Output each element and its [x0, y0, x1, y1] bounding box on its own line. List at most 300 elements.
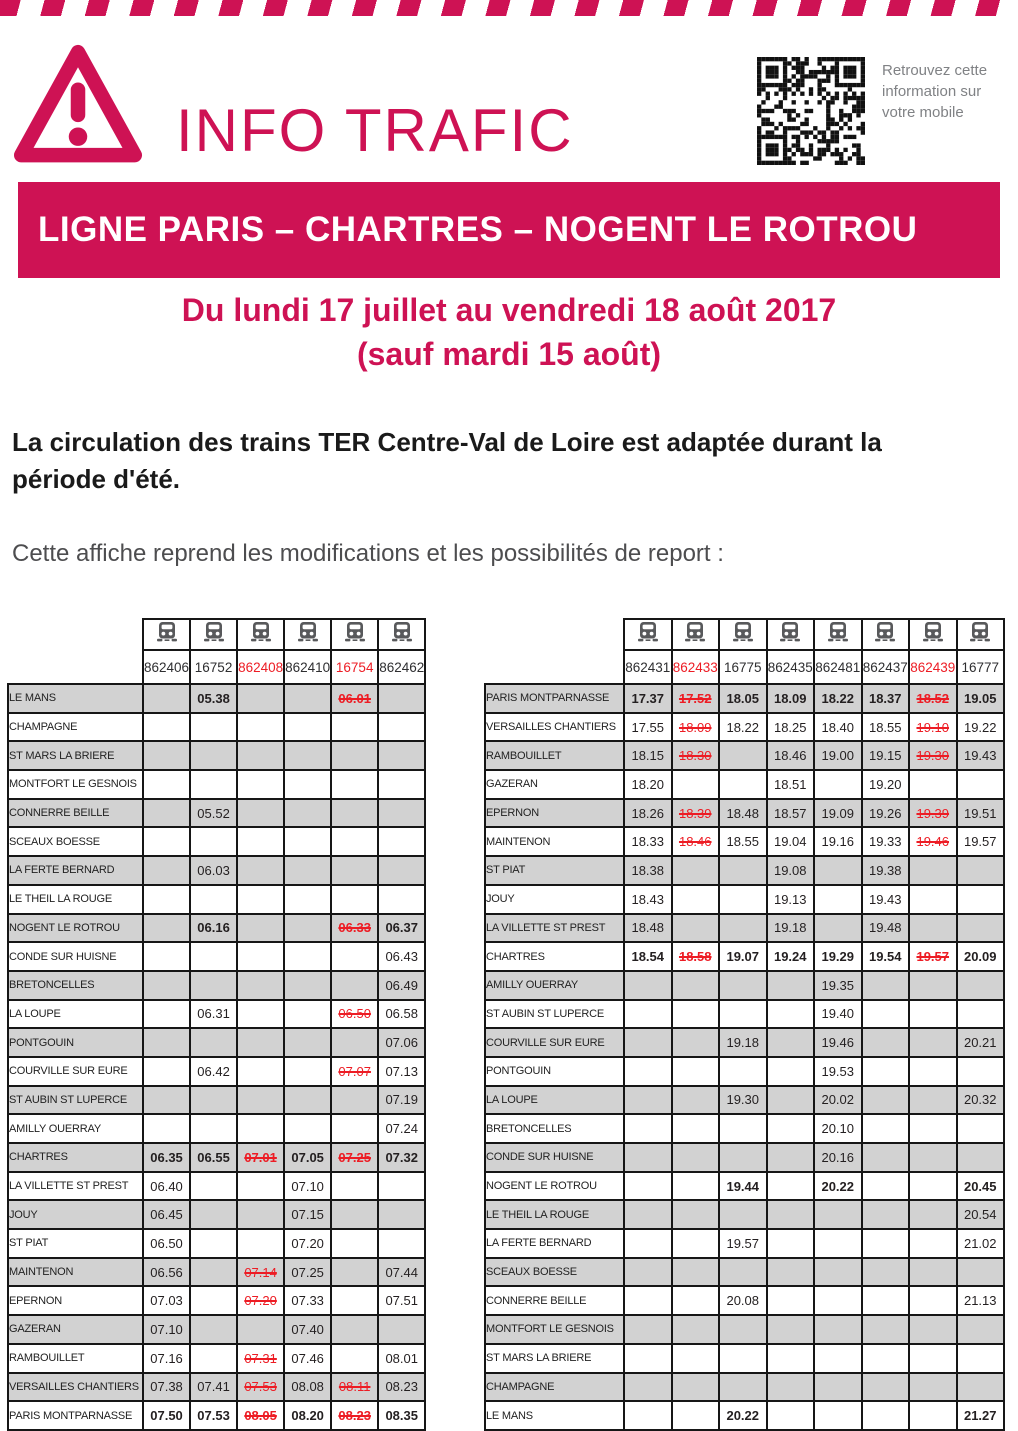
table-row — [485, 684, 1004, 713]
time-cell — [719, 1258, 767, 1287]
time-cell — [767, 1028, 815, 1057]
station-cell: PARIS MONTPARNASSE — [8, 1401, 143, 1430]
time-cell: 19.43 — [957, 741, 1005, 770]
time-cell: 19.30 — [909, 741, 957, 770]
time-cell — [672, 770, 720, 799]
time-cell: 06.31 — [190, 1000, 237, 1029]
station-cell: PONTGOUIN — [485, 1057, 624, 1086]
train-icon-cell — [957, 619, 1005, 650]
station-cell: EPERNON — [485, 799, 624, 828]
time-cell — [190, 1086, 237, 1115]
train-front-icon — [636, 621, 660, 643]
time-cell — [378, 1200, 425, 1229]
table-row — [485, 1114, 1004, 1143]
time-cell: 18.40 — [814, 713, 862, 742]
time-cell: 19.15 — [862, 741, 910, 770]
time-cell — [957, 971, 1005, 1000]
station-cell: LE MANS — [8, 684, 143, 713]
train-number-cell: 862433 — [672, 650, 720, 684]
time-cell — [719, 885, 767, 914]
time-cell: 06.56 — [143, 1258, 190, 1287]
time-cell — [957, 1344, 1005, 1373]
time-cell: 19.48 — [862, 914, 910, 943]
time-cell: 19.04 — [767, 827, 815, 856]
table-row — [485, 1229, 1004, 1258]
time-cell: 19.46 — [909, 827, 957, 856]
time-cell: 17.37 — [624, 684, 672, 713]
station-cell: JOUY — [485, 885, 624, 914]
train-front-icon — [390, 621, 414, 643]
time-cell — [190, 1315, 237, 1344]
station-cell: CHARTRES — [8, 1143, 143, 1172]
time-cell: 19.54 — [862, 942, 910, 971]
time-cell: 07.32 — [378, 1143, 425, 1172]
time-cell: 08.35 — [378, 1401, 425, 1430]
header-spacer — [485, 650, 624, 684]
time-cell — [284, 1057, 331, 1086]
time-cell — [957, 914, 1005, 943]
time-cell: 05.38 — [190, 684, 237, 713]
time-cell — [237, 741, 284, 770]
time-cell: 21.27 — [957, 1401, 1005, 1430]
time-cell — [814, 914, 862, 943]
intro-paragraph: La circulation des trains TER Centre-Val de Loire est adaptée durant la période d'été. — [12, 427, 882, 494]
table-row — [485, 1057, 1004, 1086]
time-cell — [143, 1114, 190, 1143]
time-cell: 06.01 — [331, 684, 378, 713]
train-icon-cell — [767, 619, 815, 650]
train-icon-cell — [331, 619, 378, 650]
station-cell: ST PIAT — [485, 856, 624, 885]
station-cell: CHAMPAGNE — [8, 713, 143, 742]
station-cell: LE MANS — [485, 1401, 624, 1430]
time-cell — [284, 971, 331, 1000]
train-front-icon — [249, 621, 273, 643]
time-cell — [767, 1286, 815, 1315]
time-cell: 07.53 — [237, 1373, 284, 1402]
time-cell — [672, 1344, 720, 1373]
time-cell: 19.33 — [862, 827, 910, 856]
time-cell: 19.26 — [862, 799, 910, 828]
table-row — [8, 1200, 425, 1229]
table-row — [485, 1172, 1004, 1201]
station-cell: SCEAUX BOESSE — [485, 1258, 624, 1287]
table-row — [485, 1315, 1004, 1344]
station-cell: RAMBOUILLET — [8, 1344, 143, 1373]
time-cell: 07.31 — [237, 1344, 284, 1373]
station-cell: LE THEIL LA ROUGE — [485, 1200, 624, 1229]
time-cell — [143, 741, 190, 770]
station-cell: COURVILLE SUR EURE — [8, 1057, 143, 1086]
time-cell — [331, 1315, 378, 1344]
time-cell — [719, 914, 767, 943]
time-cell: 06.40 — [143, 1172, 190, 1201]
time-cell — [909, 770, 957, 799]
time-cell — [143, 1000, 190, 1029]
station-cell: ST MARS LA BRIERE — [8, 741, 143, 770]
train-front-icon — [731, 621, 755, 643]
time-cell: 18.55 — [862, 713, 910, 742]
train-front-icon — [968, 621, 992, 643]
time-cell: 08.11 — [331, 1373, 378, 1402]
table-row — [8, 1114, 425, 1143]
warning-triangle-icon — [12, 40, 144, 170]
timetable-toward-paris — [7, 618, 426, 1431]
time-cell — [331, 1200, 378, 1229]
time-cell: 19.53 — [814, 1057, 862, 1086]
validity-dates-line2: (sauf mardi 15 août) — [356, 336, 662, 372]
time-cell — [719, 1000, 767, 1029]
time-cell — [378, 827, 425, 856]
time-cell — [378, 1229, 425, 1258]
station-cell: LE THEIL LA ROUGE — [8, 885, 143, 914]
time-cell — [624, 1000, 672, 1029]
time-cell — [143, 914, 190, 943]
time-cell — [624, 1373, 672, 1402]
station-cell: PARIS MONTPARNASSE — [485, 684, 624, 713]
time-cell: 20.02 — [814, 1086, 862, 1115]
time-cell: 06.55 — [190, 1143, 237, 1172]
time-cell — [719, 1057, 767, 1086]
time-cell — [909, 1286, 957, 1315]
table-row — [8, 684, 425, 713]
time-cell: 06.50 — [143, 1229, 190, 1258]
table-row — [8, 1315, 425, 1344]
time-cell — [909, 1200, 957, 1229]
table-row — [485, 713, 1004, 742]
time-cell — [190, 741, 237, 770]
time-cell — [862, 1086, 910, 1115]
time-cell — [814, 885, 862, 914]
time-cell: 18.26 — [624, 799, 672, 828]
time-cell: 18.30 — [672, 741, 720, 770]
table-row — [485, 741, 1004, 770]
time-cell — [331, 1086, 378, 1115]
time-cell — [624, 1057, 672, 1086]
time-cell — [190, 827, 237, 856]
time-cell — [814, 1315, 862, 1344]
time-cell — [190, 1344, 237, 1373]
station-cell: CONNERRE BEILLE — [485, 1286, 624, 1315]
time-cell — [331, 1344, 378, 1373]
time-cell — [378, 741, 425, 770]
time-cell — [862, 1373, 910, 1402]
table-row — [485, 1143, 1004, 1172]
time-cell: 20.16 — [814, 1143, 862, 1172]
train-icon-cell — [719, 619, 767, 650]
time-cell: 18.48 — [719, 799, 767, 828]
time-cell — [284, 741, 331, 770]
time-cell — [672, 1028, 720, 1057]
table-row — [485, 942, 1004, 971]
time-cell — [284, 856, 331, 885]
station-cell: CONDE SUR HUISNE — [485, 1143, 624, 1172]
time-cell: 19.18 — [767, 914, 815, 943]
time-cell — [767, 1229, 815, 1258]
time-cell — [284, 1086, 331, 1115]
time-cell: 06.45 — [143, 1200, 190, 1229]
table-row — [485, 1344, 1004, 1373]
time-cell — [767, 1114, 815, 1143]
time-cell: 18.48 — [624, 914, 672, 943]
time-cell: 18.51 — [767, 770, 815, 799]
time-cell — [190, 942, 237, 971]
time-cell — [190, 1200, 237, 1229]
time-cell — [624, 1344, 672, 1373]
time-cell — [190, 1114, 237, 1143]
time-cell: 07.13 — [378, 1057, 425, 1086]
table-row — [485, 1373, 1004, 1402]
time-cell — [284, 885, 331, 914]
train-number-cell: 862408 — [237, 650, 284, 684]
time-cell — [143, 684, 190, 713]
time-cell — [862, 971, 910, 1000]
time-cell: 18.33 — [624, 827, 672, 856]
time-cell: 18.46 — [767, 741, 815, 770]
time-cell: 18.25 — [767, 713, 815, 742]
time-cell — [237, 1229, 284, 1258]
time-cell: 18.22 — [719, 713, 767, 742]
table-row — [8, 1401, 425, 1430]
train-icon-cell — [378, 619, 425, 650]
time-cell — [284, 942, 331, 971]
train-front-icon — [921, 621, 945, 643]
time-cell — [331, 885, 378, 914]
time-cell — [624, 1086, 672, 1115]
time-cell — [767, 1172, 815, 1201]
time-cell: 06.35 — [143, 1143, 190, 1172]
time-cell — [284, 1028, 331, 1057]
time-cell: 19.16 — [814, 827, 862, 856]
time-cell — [190, 770, 237, 799]
time-cell — [237, 1000, 284, 1029]
station-cell: LA LOUPE — [485, 1086, 624, 1115]
train-number-cell: 862431 — [624, 650, 672, 684]
time-cell — [862, 1229, 910, 1258]
timetable-from-paris — [484, 618, 1005, 1431]
time-cell: 07.20 — [237, 1286, 284, 1315]
table-row — [8, 1286, 425, 1315]
time-cell: 20.54 — [957, 1200, 1005, 1229]
time-cell: 19.09 — [814, 799, 862, 828]
train-icon-cell — [190, 619, 237, 650]
line-banner-title: LIGNE PARIS – CHARTRES – NOGENT LE ROTROU — [38, 210, 918, 249]
station-cell: MONTFORT LE GESNOIS — [485, 1315, 624, 1344]
station-cell: CHARTRES — [485, 942, 624, 971]
time-cell — [378, 713, 425, 742]
table-row — [8, 799, 425, 828]
table-row — [8, 885, 425, 914]
time-cell — [237, 971, 284, 1000]
table-row — [485, 1258, 1004, 1287]
time-cell — [814, 1258, 862, 1287]
time-cell — [862, 1401, 910, 1430]
time-cell — [672, 1000, 720, 1029]
time-cell — [237, 914, 284, 943]
time-cell: 18.09 — [672, 713, 720, 742]
time-cell — [143, 856, 190, 885]
time-cell — [719, 1344, 767, 1373]
train-icon-cell — [143, 619, 190, 650]
time-cell: 21.02 — [957, 1229, 1005, 1258]
time-cell: 19.38 — [862, 856, 910, 885]
station-cell: LA FERTE BERNARD — [485, 1229, 624, 1258]
train-front-icon — [296, 621, 320, 643]
time-cell — [143, 942, 190, 971]
time-cell — [331, 770, 378, 799]
time-cell — [767, 1373, 815, 1402]
time-cell — [957, 1258, 1005, 1287]
time-cell — [767, 1143, 815, 1172]
train-front-icon — [826, 621, 850, 643]
time-cell — [672, 1373, 720, 1402]
time-cell — [719, 1200, 767, 1229]
time-cell — [284, 1000, 331, 1029]
time-cell — [957, 1114, 1005, 1143]
time-cell — [672, 1315, 720, 1344]
time-cell: 19.24 — [767, 942, 815, 971]
time-cell — [909, 914, 957, 943]
time-cell — [909, 1028, 957, 1057]
time-cell: 08.20 — [284, 1401, 331, 1430]
table-row — [485, 971, 1004, 1000]
time-cell — [237, 713, 284, 742]
time-cell — [190, 1172, 237, 1201]
station-cell: BRETONCELLES — [8, 971, 143, 1000]
table-row — [8, 942, 425, 971]
station-cell: ST MARS LA BRIERE — [485, 1344, 624, 1373]
time-cell — [624, 1172, 672, 1201]
time-cell: 07.25 — [284, 1258, 331, 1287]
time-cell — [237, 770, 284, 799]
table-row — [8, 1344, 425, 1373]
time-cell — [143, 799, 190, 828]
train-icon-cell — [909, 619, 957, 650]
time-cell — [767, 1000, 815, 1029]
time-cell — [862, 1172, 910, 1201]
time-cell — [719, 1373, 767, 1402]
station-cell: CONNERRE BEILLE — [8, 799, 143, 828]
time-cell — [190, 1229, 237, 1258]
time-cell — [143, 885, 190, 914]
station-cell: SCEAUX BOESSE — [8, 827, 143, 856]
station-cell: EPERNON — [8, 1286, 143, 1315]
time-cell: 07.41 — [190, 1373, 237, 1402]
train-number-cell: 16777 — [957, 650, 1005, 684]
header-spacer — [485, 619, 624, 650]
train-number-cell: 862406 — [143, 650, 190, 684]
time-cell — [719, 971, 767, 1000]
time-cell — [331, 971, 378, 1000]
time-cell — [190, 1258, 237, 1287]
time-cell — [672, 1229, 720, 1258]
time-cell — [719, 1143, 767, 1172]
time-cell — [909, 1057, 957, 1086]
train-number-cell: 16752 — [190, 650, 237, 684]
time-cell — [909, 856, 957, 885]
time-cell — [672, 856, 720, 885]
time-cell: 19.22 — [957, 713, 1005, 742]
table-row — [485, 1086, 1004, 1115]
time-cell — [767, 1344, 815, 1373]
station-cell: CHAMPAGNE — [485, 1373, 624, 1402]
station-cell: VERSAILLES CHANTIERS — [485, 713, 624, 742]
time-cell — [237, 1200, 284, 1229]
time-cell — [237, 1114, 284, 1143]
table-row — [8, 1373, 425, 1402]
station-cell: LA VILLETTE ST PREST — [8, 1172, 143, 1201]
time-cell — [143, 1086, 190, 1115]
time-cell — [909, 1172, 957, 1201]
train-front-icon — [155, 621, 179, 643]
time-cell — [331, 1229, 378, 1258]
time-cell — [909, 971, 957, 1000]
time-cell: 20.22 — [719, 1401, 767, 1430]
station-cell: ST AUBIN ST LUPERCE — [485, 1000, 624, 1029]
time-cell: 19.40 — [814, 1000, 862, 1029]
station-cell: VERSAILLES CHANTIERS — [8, 1373, 143, 1402]
station-cell: MAINTENON — [8, 1258, 143, 1287]
table-row — [8, 827, 425, 856]
time-cell: 18.37 — [862, 684, 910, 713]
time-cell — [909, 885, 957, 914]
time-cell: 07.46 — [284, 1344, 331, 1373]
time-cell — [284, 1114, 331, 1143]
time-cell: 07.10 — [284, 1172, 331, 1201]
time-cell — [957, 770, 1005, 799]
table-row — [485, 856, 1004, 885]
time-cell — [284, 770, 331, 799]
train-icon-cell — [814, 619, 862, 650]
time-cell — [237, 856, 284, 885]
time-cell — [237, 827, 284, 856]
station-cell: JOUY — [8, 1200, 143, 1229]
table-row — [485, 1200, 1004, 1229]
time-cell — [378, 1315, 425, 1344]
time-cell — [672, 1086, 720, 1115]
time-cell — [331, 799, 378, 828]
table-row — [485, 827, 1004, 856]
time-cell: 20.45 — [957, 1172, 1005, 1201]
table-row — [8, 914, 425, 943]
time-cell: 06.50 — [331, 1000, 378, 1029]
station-cell: LA LOUPE — [8, 1000, 143, 1029]
table-row — [8, 1028, 425, 1057]
time-cell — [237, 885, 284, 914]
table-row — [485, 1000, 1004, 1029]
time-cell: 19.46 — [814, 1028, 862, 1057]
station-cell: LA VILLETTE ST PREST — [485, 914, 624, 943]
table-row — [485, 1401, 1004, 1430]
train-front-icon — [873, 621, 897, 643]
time-cell: 18.58 — [672, 942, 720, 971]
time-cell — [237, 799, 284, 828]
time-cell — [331, 741, 378, 770]
time-cell: 07.10 — [143, 1315, 190, 1344]
time-cell — [284, 799, 331, 828]
time-cell: 20.22 — [814, 1172, 862, 1201]
time-cell: 18.09 — [767, 684, 815, 713]
time-cell — [331, 1286, 378, 1315]
time-cell — [814, 1373, 862, 1402]
time-cell — [767, 1057, 815, 1086]
time-cell: 20.32 — [957, 1086, 1005, 1115]
station-cell: RAMBOUILLET — [485, 741, 624, 770]
validity-dates-line1: Du lundi 17 juillet au vendredi 18 août 2017 — [181, 292, 837, 328]
table-row — [485, 1286, 1004, 1315]
time-cell: 19.20 — [862, 770, 910, 799]
station-cell: MONTFORT LE GESNOIS — [8, 770, 143, 799]
